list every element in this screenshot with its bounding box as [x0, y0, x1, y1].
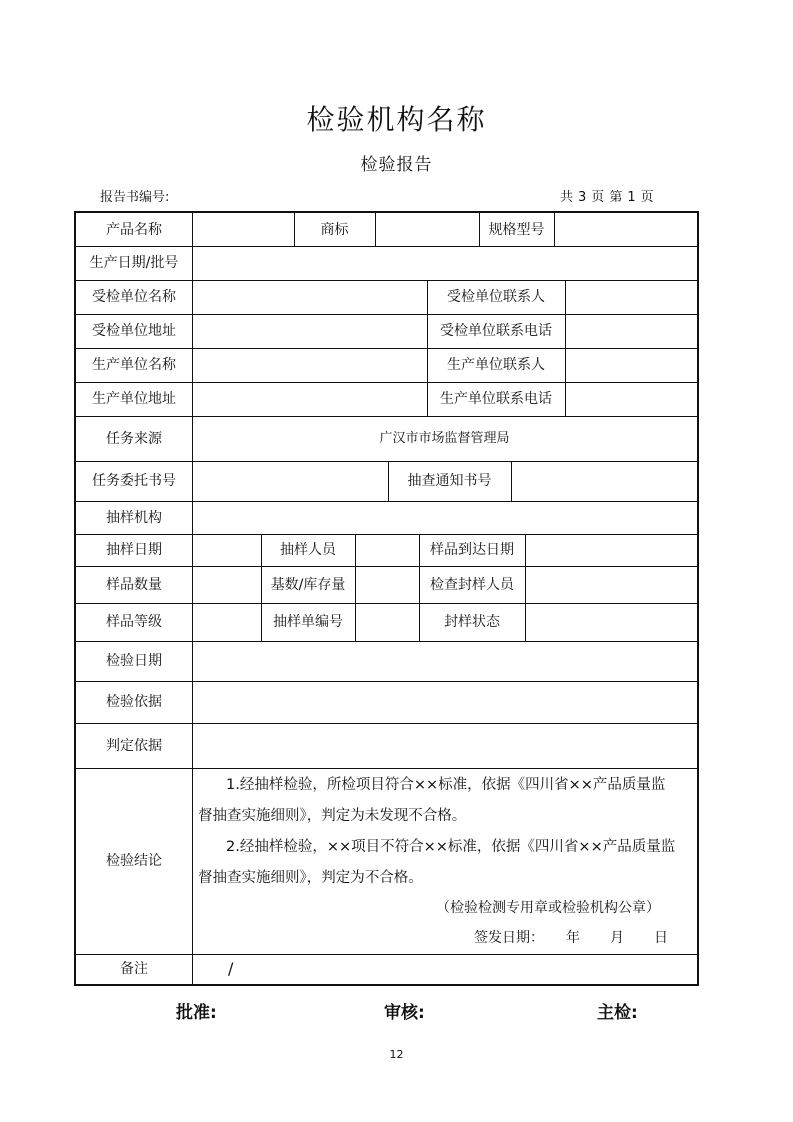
- page-info-di: 第: [609, 190, 623, 205]
- page-number: 12: [389, 1048, 404, 1061]
- label-manufacturer-phone: 生产单位联系电话: [440, 391, 552, 407]
- page-info-current: 1: [627, 190, 636, 205]
- organization-name-title: 检验机构名称: [306, 103, 487, 136]
- label-inspected-unit-name: 受检单位名称: [92, 289, 176, 305]
- issue-date-month: 月: [610, 930, 624, 946]
- issue-date-year: 年: [566, 930, 580, 946]
- label-inspected-unit-contact: 受检单位联系人: [447, 289, 545, 305]
- page-info-gong: 共: [560, 190, 574, 205]
- page-info-total: 3: [578, 190, 587, 205]
- conclusion-p2-line1: 2.经抽样检验，××项目不符合××标准，依据《四川省××产品质量监: [226, 839, 676, 855]
- label-inspected-unit-phone: 受检单位联系电话: [440, 323, 552, 339]
- report-subtitle: 检验报告: [360, 155, 433, 175]
- label-manufacturer-contact: 生产单位联系人: [447, 357, 545, 373]
- main-inspector-signature-label: 主检:: [597, 1003, 638, 1023]
- label-inspected-unit-address: 受检单位地址: [92, 323, 176, 339]
- label-seal-inspector: 检查封样人员: [430, 576, 514, 593]
- report-number-label: 报告书编号:: [100, 190, 170, 205]
- label-sample-arrival-date: 样品到达日期: [430, 542, 514, 558]
- review-signature-label: 审核:: [384, 1003, 425, 1023]
- label-production-date-batch: 生产日期/批号: [89, 255, 179, 271]
- conclusion-paragraph-1: [198, 770, 698, 801]
- label-sampling-form-no: 抽样单编号: [273, 614, 343, 630]
- label-task-source: 任务来源: [106, 430, 162, 447]
- label-remarks: 备注: [120, 961, 148, 977]
- issue-date-label: 签发日期：: [474, 930, 544, 946]
- label-sampler: 抽样人员: [280, 542, 336, 558]
- label-base-inventory: 基数/库存量: [270, 576, 346, 593]
- page-info-ye2: 页: [640, 190, 654, 205]
- label-product-name: 产品名称: [106, 221, 162, 238]
- conclusion-p2-line2: 督抽查实施细则》，判定为不合格。: [198, 870, 423, 886]
- value-task-source: 广汉市市场监督管理局: [379, 431, 510, 446]
- label-manufacturer-name: 生产单位名称: [92, 357, 176, 373]
- label-sampling-date: 抽样日期: [106, 542, 162, 558]
- label-sample-quantity: 样品数量: [106, 576, 162, 593]
- page-info: [560, 186, 659, 205]
- label-seal-status: 封样状态: [444, 614, 500, 630]
- official-stamp-note: （检验检测专用章或检验机构公章）: [436, 900, 660, 916]
- label-trademark: 商标: [320, 221, 349, 238]
- label-spec-model: 规格型号: [488, 221, 545, 238]
- label-manufacturer-address: 生产单位地址: [92, 391, 176, 407]
- issue-date: [474, 923, 668, 953]
- label-inspection-date: 检验日期: [106, 653, 162, 669]
- conclusion-p1-line2: 督抽查实施细则》，判定为未发现不合格。: [198, 808, 467, 824]
- label-conclusion: 检验结论: [106, 853, 162, 869]
- label-judgment-basis: 判定依据: [106, 737, 162, 754]
- label-spot-check-notice-no: 抽查通知书号: [407, 473, 492, 489]
- inspection-report-table: [74, 211, 699, 986]
- conclusion-p1-line1: 1.经抽样检验，所检项目符合××标准，依据《四川省××产品质量监: [226, 777, 666, 793]
- label-inspection-basis: 检验依据: [106, 694, 162, 710]
- page-info-ye: 页: [591, 190, 605, 205]
- label-sample-grade: 样品等级: [106, 614, 162, 630]
- label-task-order-no: 任务委托书号: [92, 473, 176, 489]
- approve-signature-label: 批准:: [176, 1003, 217, 1023]
- label-sampling-org: 抽样机构: [106, 509, 162, 526]
- value-remarks: /: [228, 959, 234, 978]
- issue-date-day: 日: [654, 930, 668, 946]
